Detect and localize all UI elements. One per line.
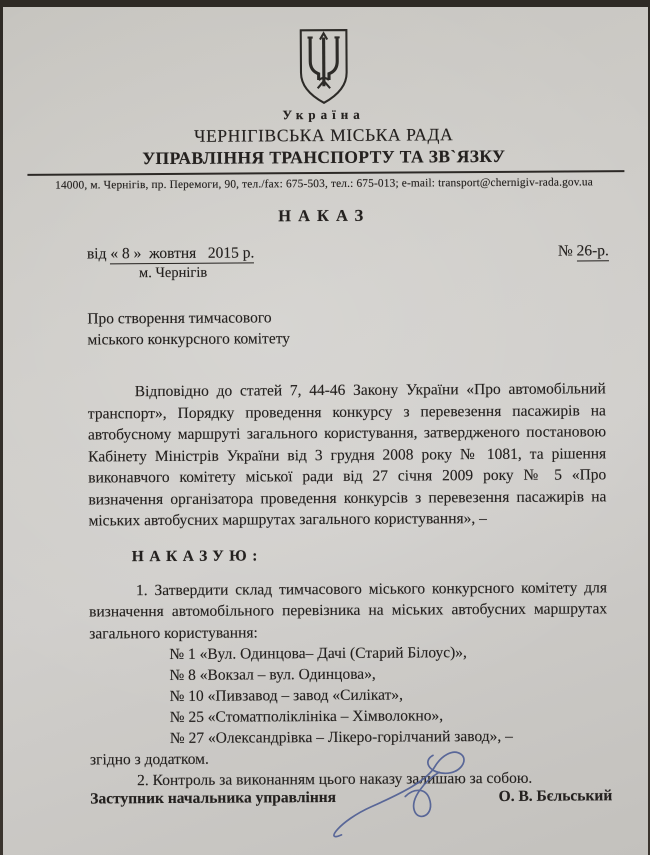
order-meta-row [87, 242, 609, 282]
order-place: м. Чернігів [138, 264, 208, 282]
subject-line-2: міського конкурсного комітету [87, 330, 291, 349]
country-name: Україна [282, 106, 365, 123]
signer-name: О. В. Бєльський [498, 787, 613, 805]
subject-line-1: Про створення тимчасового [87, 309, 272, 328]
route-item: № 27 «Олександрівка – Лікеро-горілчаний завод», – [169, 727, 513, 747]
date-value: « 8 » жовтня 2015 р. [110, 244, 255, 263]
route-item: № 1 «Вул. Одинцова– Дачі (Старий Білоус)», [169, 644, 467, 663]
document-type-title: НАКАЗ [278, 205, 371, 226]
route-item: № 10 «Пивзавод – завод «Силікат», [169, 686, 404, 705]
letterhead [3, 7, 647, 192]
ukraine-trident-emblem [295, 28, 351, 105]
document-page [3, 7, 648, 855]
order-number-block [558, 242, 609, 279]
route-item: № 8 «Вокзал – вул. Одинцова», [169, 665, 376, 684]
route-list [169, 641, 648, 749]
routes-suffix: згідно з додатком. [89, 750, 209, 769]
handwritten-signature [331, 736, 487, 852]
contact-line: 14000, м. Чернігів, пр. Перемоги, 90, тел./fax: 675-503, тел.: 675-013; e-mail: transport@chernigiv-rada.gov.ua [55, 176, 593, 192]
preamble-paragraph: Відповідно до статей 7, 44-46 Закону України «Про автомобільний транспорт», Порядку проведення конкурсу з перевезення пасажирів на автобусному маршруті загального користування, затвердженого постановою Кабінету Міністрів України від 3 грудня 2008 року № 1081, та рішення виконавчого комітету міської ради від 27 січня 2009 року № 5 «Про визначення організатора проведення конкурсів з перевезення пасажирів на міських автобусних маршрутах загального користування», – [87, 380, 607, 530]
signer-title: Заступник начальника управління [90, 788, 337, 808]
document-content [3, 7, 648, 855]
signature-row [5, 787, 648, 809]
subject-block [87, 305, 647, 350]
order-date-block [87, 244, 255, 282]
order-item-2: 2. Контроль за виконанням цього наказу залишаю за собою. [137, 769, 533, 790]
route-item: № 25 «Стоматполіклініка – Хімволокно», [169, 707, 444, 726]
number-prefix: № [557, 242, 577, 260]
letterhead-divider [27, 170, 624, 176]
department-name: УПРАВЛІННЯ ТРАНСПОРТУ ТА ЗВ`ЯЗКУ [142, 145, 506, 169]
organization-name: ЧЕРНІГІВСЬКА МІСЬКА РАДА [194, 124, 454, 146]
order-item-1: 1. Затвердити склад тимчасового міського конкурсного комітету для визначення автомобільного перевізника на міських автобусних маршрутах загального користування: [89, 578, 608, 642]
date-prefix: від [86, 245, 111, 263]
number-value: 26-р. [576, 242, 609, 260]
decree-word: НАКАЗУЮ: [131, 546, 263, 565]
